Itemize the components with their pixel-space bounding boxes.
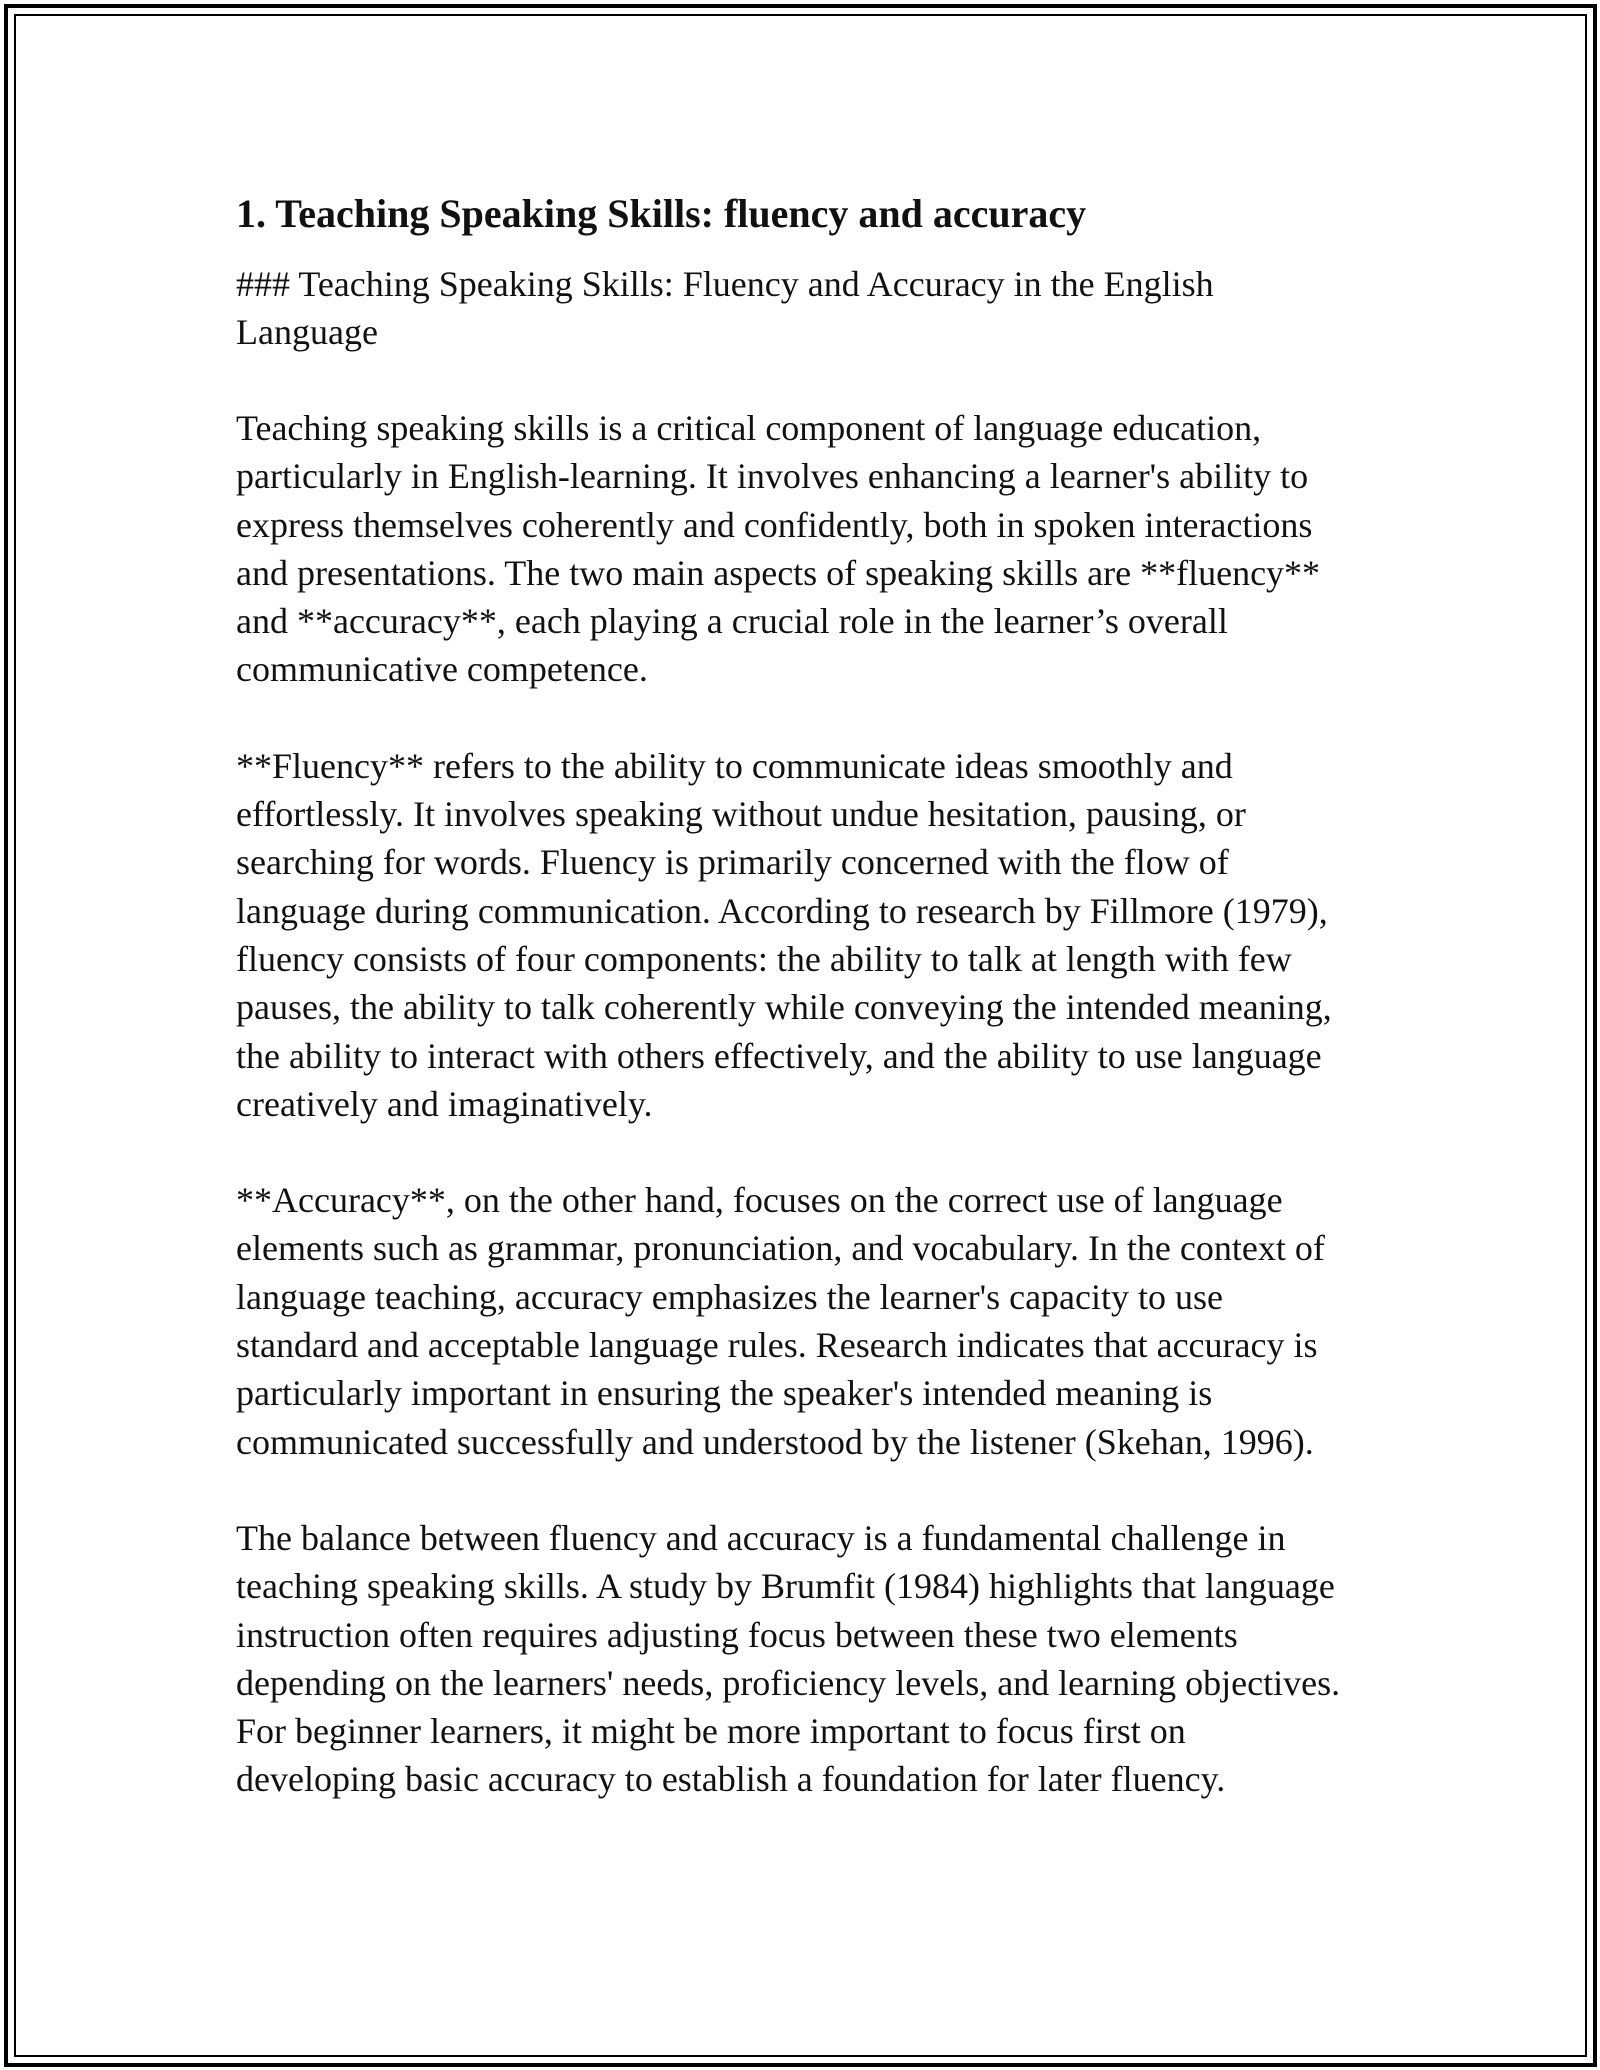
paragraph-line: language teaching, accuracy emphasizes the learner's capacity to use: [236, 1276, 1223, 1317]
paragraph-line: effortlessly. It involves speaking without undue hesitation, pausing, or: [236, 794, 1246, 835]
document-subheading: [236, 260, 1366, 356]
paragraph-line: creatively and imaginatively.: [236, 1083, 653, 1124]
paragraph-fluency: [236, 742, 1366, 1128]
paragraph-line: communicative competence.: [236, 649, 648, 690]
paragraph-intro: [236, 404, 1366, 694]
paragraph-line: and **accuracy**, each playing a crucial role in the learner’s overall: [236, 601, 1228, 642]
paragraph-line: and presentations. The two main aspects of speaking skills are **fluency**: [236, 552, 1321, 593]
paragraph-accuracy: [236, 1176, 1366, 1466]
document-heading: 1. Teaching Speaking Skills: fluency and accuracy: [236, 191, 1087, 236]
paragraph-line: particularly important in ensuring the speaker's intended meaning is: [236, 1373, 1213, 1414]
paragraph-line: searching for words. Fluency is primarily concerned with the flow of: [236, 842, 1229, 883]
paragraph-line: standard and acceptable language rules. Research indicates that accuracy is: [236, 1325, 1318, 1366]
document-body: [236, 186, 1366, 1804]
paragraph-line: Teaching speaking skills is a critical component of language education,: [236, 408, 1262, 448]
paragraph-line: instruction often requires adjusting focus between these two elements: [236, 1614, 1238, 1655]
subheading-line: Language: [236, 312, 378, 352]
paragraph-line: developing basic accuracy to establish a foundation for later fluency.: [236, 1759, 1226, 1800]
paragraph-line: **Fluency** refers to the ability to communicate ideas smoothly and: [236, 745, 1233, 786]
paragraph-line: For beginner learners, it might be more important to focus first on: [236, 1711, 1186, 1752]
paragraph-line: language during communication. According to research by Fillmore (1979),: [236, 890, 1328, 931]
paragraph-line: **Accuracy**, on the other hand, focuses on the correct use of language: [236, 1180, 1283, 1221]
paragraph-balance: [236, 1514, 1366, 1804]
paragraph-line: elements such as grammar, pronunciation, and vocabulary. In the context of: [236, 1228, 1325, 1269]
paragraph-line: fluency consists of four components: the ability to talk at length with few: [236, 938, 1292, 979]
paragraph-line: express themselves coherently and confidently, both in spoken interactions: [236, 504, 1313, 545]
paragraph-line: communicated successfully and understood by the listener (Skehan, 1996).: [236, 1421, 1314, 1462]
paragraph-line: particularly in English-learning. It involves enhancing a learner's ability to: [236, 456, 1309, 497]
paragraph-line: The balance between fluency and accuracy is a fundamental challenge in: [236, 1517, 1286, 1558]
subheading-line: ### Teaching Speaking Skills: Fluency and Accuracy in the English: [236, 264, 1214, 304]
paragraph-line: pauses, the ability to talk coherently while conveying the intended meaning,: [236, 987, 1332, 1028]
paragraph-line: teaching speaking skills. A study by Brumfit (1984) highlights that language: [236, 1566, 1335, 1607]
paragraph-line: the ability to interact with others effectively, and the ability to use language: [236, 1035, 1322, 1076]
paragraph-line: depending on the learners' needs, proficiency levels, and learning objectives.: [236, 1662, 1341, 1703]
